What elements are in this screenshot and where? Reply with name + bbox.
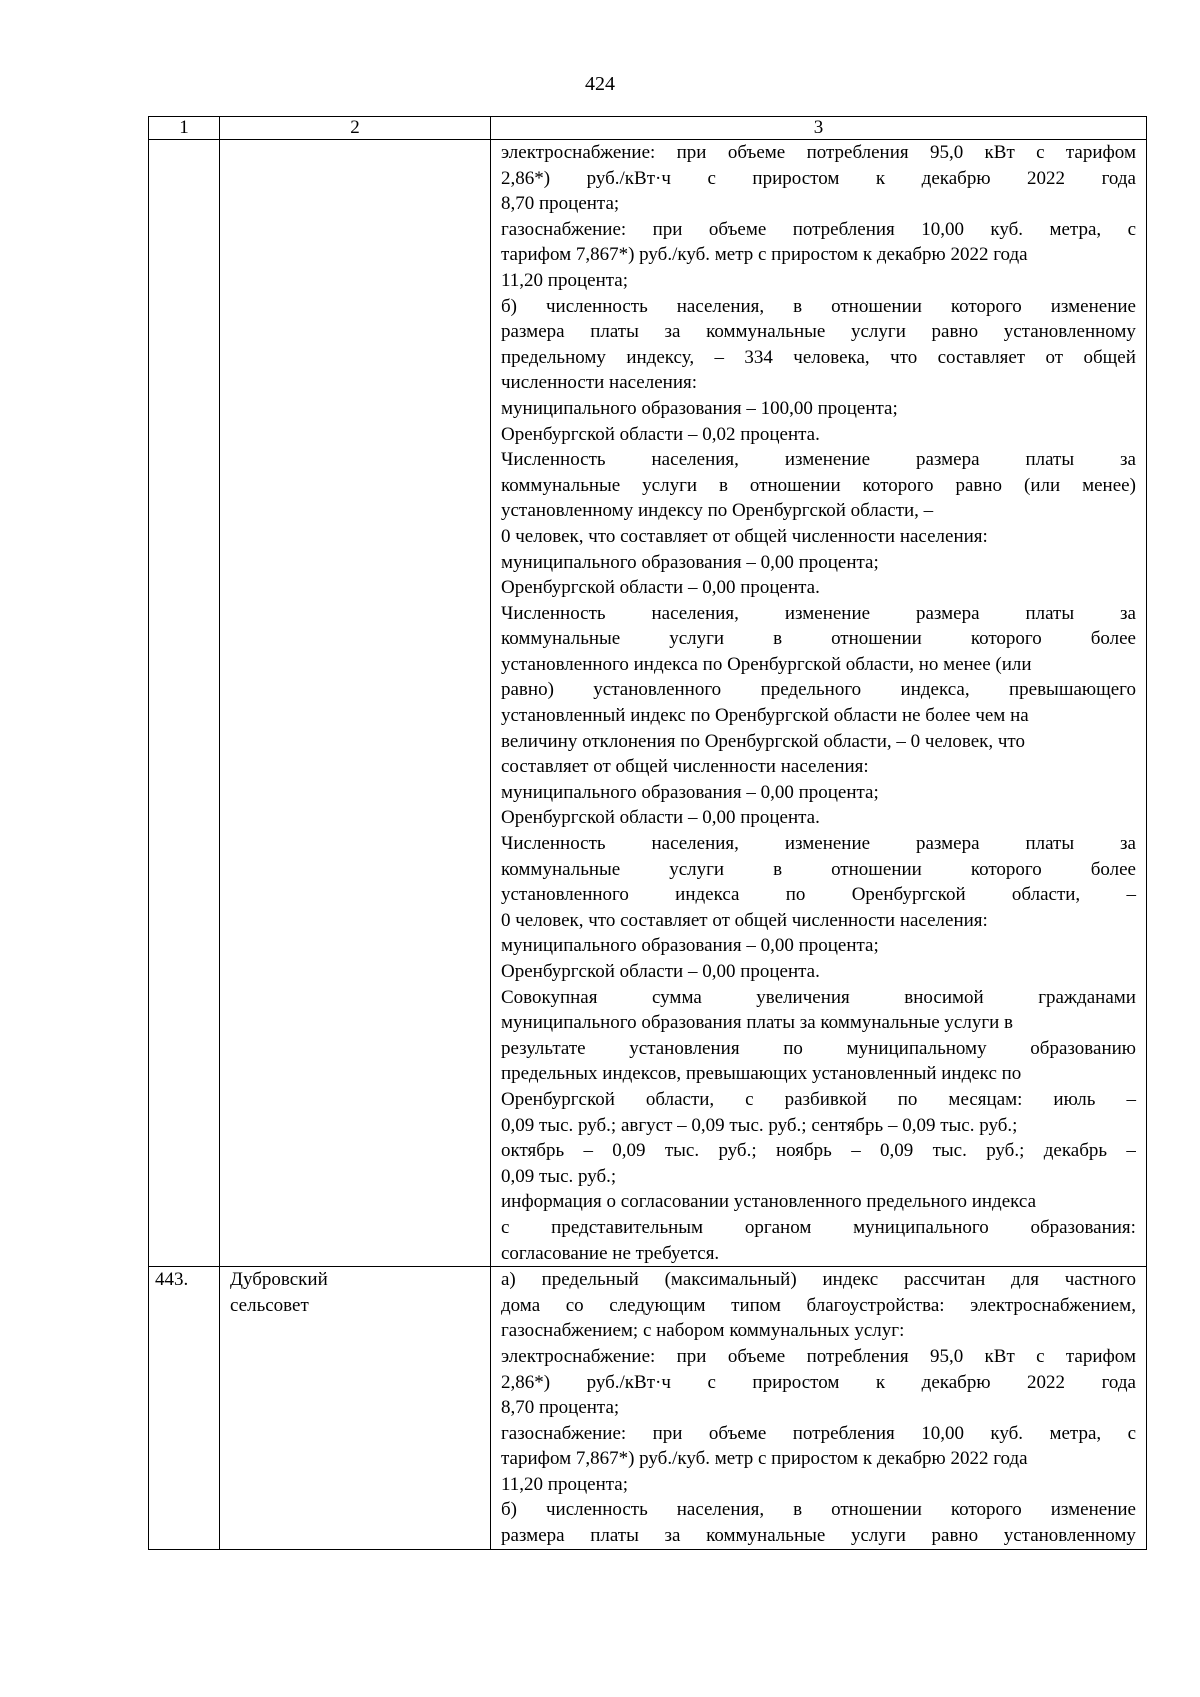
text-fragment: образования: <box>1030 1216 1136 1238</box>
text-line <box>501 1523 1136 1549</box>
text-fragment: метра, <box>1049 218 1102 240</box>
text-fragment: которого <box>950 1499 1022 1521</box>
text-fragment: за <box>664 1525 681 1547</box>
text-fragment: с <box>707 167 716 189</box>
text-fragment: 0 человек, что составляет от общей численности населения: <box>501 525 988 547</box>
text-fragment: от <box>1045 346 1064 368</box>
text-line <box>501 1138 1136 1164</box>
text-fragment: Оренбургской области – 0,02 процента. <box>501 423 820 445</box>
municipality-name-line: сельсовет <box>230 1294 309 1316</box>
text-fragment: при <box>676 1345 707 1367</box>
text-fragment: объеме <box>727 1345 786 1367</box>
text-line <box>501 550 1136 576</box>
text-fragment: кВт <box>984 1345 1015 1367</box>
text-fragment: численность <box>545 1499 648 1521</box>
text-fragment: за <box>1120 602 1136 624</box>
text-line <box>501 575 1136 601</box>
text-fragment: руб./кВт·ч <box>586 167 671 189</box>
text-fragment: образованию <box>1030 1037 1136 1059</box>
text-fragment: 8,70 процента; <box>501 1397 620 1419</box>
table-header-row <box>149 117 1147 140</box>
text-fragment: которого <box>970 858 1042 880</box>
text-fragment: рассчитан <box>903 1269 986 1291</box>
text-fragment: в <box>793 295 803 317</box>
text-fragment: 11,20 процента; <box>501 1473 628 1495</box>
text-fragment: коммунальные <box>501 628 621 650</box>
text-line <box>501 1421 1136 1447</box>
text-fragment: а) <box>501 1269 516 1291</box>
text-fragment: платы <box>590 1525 639 1547</box>
text-line <box>501 831 1136 857</box>
text-fragment: с <box>1036 142 1045 163</box>
text-fragment: с <box>1036 1345 1045 1367</box>
text-fragment: 0,09 тыс. руб.; <box>501 1165 617 1187</box>
text-fragment: услуги <box>850 321 906 343</box>
text-fragment: области, <box>645 1088 715 1110</box>
text-line <box>501 319 1136 345</box>
text-fragment: установления <box>629 1037 740 1059</box>
text-fragment: в <box>773 858 783 880</box>
text-fragment: 334 <box>744 346 773 368</box>
text-line <box>501 857 1136 883</box>
text-fragment: с <box>1127 1422 1136 1444</box>
municipality-cell <box>220 140 491 1267</box>
text-fragment: частного <box>1064 1269 1136 1291</box>
text-line <box>501 805 1136 831</box>
text-fragment: тыс. <box>664 1140 700 1162</box>
text-fragment: услуги <box>642 474 698 496</box>
text-fragment: услуги <box>669 628 725 650</box>
text-fragment: 0,09 <box>880 1140 914 1162</box>
text-fragment: благоустройства: <box>806 1294 945 1316</box>
text-fragment: Численность <box>501 602 606 624</box>
text-line <box>501 652 1136 678</box>
text-line <box>501 447 1136 473</box>
text-fragment: изменение <box>1050 295 1136 317</box>
text-fragment: индекса <box>675 884 740 906</box>
text-fragment: декабрю <box>921 1371 991 1393</box>
text-line <box>501 473 1136 499</box>
text-fragment: муниципального образования платы за коммунальные услуги в <box>501 1012 1013 1034</box>
text-fragment: приростом <box>752 167 840 189</box>
text-fragment: которого <box>950 295 1022 317</box>
text-line <box>501 1241 1136 1267</box>
text-line <box>501 754 1136 780</box>
text-fragment: тыс. <box>932 1140 967 1162</box>
text-line <box>501 1189 1136 1215</box>
text-line <box>501 1036 1136 1062</box>
text-line <box>501 959 1136 985</box>
text-fragment: населения, <box>651 602 739 624</box>
row-number-cell: 443. <box>149 1267 220 1550</box>
text-line <box>501 1087 1136 1113</box>
text-fragment: декабрь <box>1043 1140 1108 1162</box>
text-fragment: тарифом <box>1065 142 1136 163</box>
row-number-cell <box>149 140 220 1267</box>
text-fragment: Оренбургской <box>851 884 966 906</box>
text-fragment: равно <box>955 474 1003 496</box>
text-fragment: установленного <box>501 884 629 906</box>
text-fragment: октябрь <box>501 1140 565 1162</box>
text-line <box>501 729 1136 755</box>
text-fragment: за <box>1120 833 1136 855</box>
text-fragment: услуги <box>669 858 725 880</box>
text-fragment: отношении <box>831 1499 922 1521</box>
text-fragment: в <box>773 628 783 650</box>
text-fragment: для <box>1011 1269 1039 1291</box>
text-fragment: (максимальный) <box>664 1269 797 1291</box>
text-fragment: изменение <box>784 449 871 471</box>
text-fragment: отношении <box>831 628 922 650</box>
text-fragment: газоснабжением; с набором коммунальных услуг: <box>501 1320 905 1342</box>
text-fragment: платы <box>1025 449 1075 471</box>
municipality-name-line: Дубровский <box>230 1269 328 1291</box>
text-fragment: – <box>583 1140 593 1162</box>
text-fragment: Оренбургской области – 0,00 процента. <box>501 577 820 599</box>
text-fragment: при <box>652 1422 683 1444</box>
text-fragment: индекса, <box>900 679 970 701</box>
text-fragment: размера <box>915 833 980 855</box>
text-fragment: человека, <box>793 346 870 368</box>
text-fragment: ноябрь <box>775 1140 832 1162</box>
text-line <box>501 1344 1136 1370</box>
text-fragment: года <box>1101 167 1136 189</box>
text-fragment: более <box>1090 858 1136 880</box>
text-fragment: газоснабжение: <box>501 218 627 240</box>
text-fragment: по <box>783 1037 803 1059</box>
text-fragment: 0,09 <box>612 1140 646 1162</box>
text-fragment: 2022 <box>1027 1371 1066 1393</box>
text-fragment: (или <box>1024 474 1061 496</box>
text-fragment: численность <box>545 295 648 317</box>
description-cell <box>491 140 1147 1267</box>
text-fragment: б) <box>501 295 517 317</box>
text-fragment: услуги <box>850 1525 906 1547</box>
text-fragment: электроснабжение: <box>501 1345 656 1367</box>
text-fragment: с <box>501 1216 510 1238</box>
text-fragment: отношении <box>749 474 841 496</box>
text-line <box>501 1318 1136 1344</box>
text-line <box>501 985 1136 1011</box>
text-fragment: руб./кВт·ч <box>586 1371 671 1393</box>
text-fragment: – <box>1126 1088 1136 1110</box>
text-fragment: при <box>676 142 707 163</box>
text-fragment: руб.; <box>718 1140 757 1162</box>
text-line <box>501 1113 1136 1139</box>
text-fragment: приростом <box>752 1371 840 1393</box>
text-fragment: согласование не требуется. <box>501 1242 720 1264</box>
text-line <box>501 1395 1136 1421</box>
text-line <box>501 933 1136 959</box>
text-fragment: установленному <box>1003 321 1136 343</box>
text-fragment: населения, <box>651 449 739 471</box>
text-fragment: коммунальные <box>706 1525 826 1547</box>
text-fragment: месяцам: <box>948 1088 1023 1110</box>
text-fragment: 95,0 <box>929 1345 964 1367</box>
text-fragment: увеличения <box>756 986 850 1008</box>
text-fragment: равно <box>931 321 979 343</box>
text-fragment: установленному <box>1003 1525 1136 1547</box>
text-fragment: куб. <box>990 1422 1024 1444</box>
text-fragment: электроснабжение: <box>501 142 656 163</box>
text-fragment: индексу, <box>626 346 695 368</box>
text-fragment: муниципального образования – 100,00 процента; <box>501 397 898 419</box>
text-fragment: органом <box>744 1216 812 1238</box>
text-fragment: метра, <box>1049 1422 1102 1444</box>
text-fragment: объеме <box>708 218 767 240</box>
text-fragment: общей <box>1083 346 1136 368</box>
text-fragment: изменение <box>1050 1499 1136 1521</box>
text-fragment: которого <box>862 474 934 496</box>
text-fragment: информация о согласовании установленного предельного индекса <box>501 1191 1037 1213</box>
text-fragment: тарифом 7,867*) руб./куб. метр с приростом к декабрю 2022 года <box>501 244 1028 266</box>
header-col-3: 3 <box>491 117 1147 140</box>
text-fragment: установленный индекс по Оренбургской области не более чем на <box>501 705 1029 727</box>
description-cell <box>491 1267 1147 1550</box>
text-fragment: потребления <box>806 1345 909 1367</box>
text-line <box>501 268 1136 294</box>
text-fragment: с <box>745 1088 754 1110</box>
text-fragment: по <box>785 884 806 906</box>
header-col-2: 2 <box>220 117 491 140</box>
text-fragment: размера <box>915 449 980 471</box>
text-fragment: муниципального образования – 0,00 процента; <box>501 781 879 803</box>
text-fragment: тарифом 7,867*) руб./куб. метр с приростом к декабрю 2022 года <box>501 1448 1028 1470</box>
text-fragment: менее) <box>1082 474 1136 496</box>
text-fragment: размера <box>915 602 980 624</box>
text-fragment: изменение <box>784 602 871 624</box>
text-fragment: декабрю <box>921 167 991 189</box>
text-fragment: предельных индексов, превышающих установленный индекс по <box>501 1063 1022 1085</box>
text-line <box>501 1215 1136 1241</box>
text-fragment: отношении <box>831 858 922 880</box>
text-line <box>501 703 1136 729</box>
text-fragment: 2,86*) <box>501 167 551 189</box>
text-fragment: типом <box>731 1294 781 1316</box>
text-line <box>501 1472 1136 1498</box>
text-fragment: населения, <box>676 1499 765 1521</box>
text-fragment: 10,00 <box>921 1422 964 1444</box>
text-line <box>501 908 1136 934</box>
text-fragment: разбивкой <box>784 1088 867 1110</box>
text-fragment: – <box>714 346 724 368</box>
text-fragment: газоснабжение: <box>501 1422 627 1444</box>
text-fragment: потребления <box>806 142 909 163</box>
text-fragment: руб.; <box>986 1140 1025 1162</box>
text-fragment: платы <box>1025 833 1075 855</box>
text-line <box>501 294 1136 320</box>
text-fragment: области, <box>1011 884 1081 906</box>
text-fragment: сумма <box>651 986 702 1008</box>
text-fragment: 8,70 процента; <box>501 193 620 215</box>
text-fragment: коммунальные <box>501 858 621 880</box>
text-line <box>501 1267 1136 1293</box>
text-fragment: б) <box>501 1499 517 1521</box>
text-fragment: к <box>875 1371 886 1393</box>
text-line <box>501 140 1136 166</box>
text-fragment: установленного индекса по Оренбургской области, но менее (или <box>501 653 1032 675</box>
text-fragment: установленного <box>593 679 722 701</box>
text-fragment: отношении <box>831 295 922 317</box>
text-fragment: 10,00 <box>921 218 964 240</box>
text-line <box>501 1164 1136 1190</box>
table-row-443 <box>149 1267 1147 1550</box>
text-fragment: муниципального образования – 0,00 процента; <box>501 935 879 957</box>
text-fragment: равно) <box>501 679 554 701</box>
text-line <box>501 498 1136 524</box>
text-fragment: объеме <box>708 1422 767 1444</box>
text-fragment: при <box>652 218 683 240</box>
text-fragment: населения, <box>651 833 739 855</box>
text-fragment: с <box>1127 218 1136 240</box>
text-line <box>501 1010 1136 1036</box>
header-col-1: 1 <box>149 117 220 140</box>
text-fragment: 0,09 тыс. руб.; август – 0,09 тыс. руб.; сентябрь – 0,09 тыс. руб.; <box>501 1114 1018 1136</box>
text-fragment: в <box>719 474 728 496</box>
text-fragment: вносимой <box>904 986 984 1008</box>
text-fragment: электроснабжением, <box>970 1294 1136 1316</box>
text-fragment: составляет от общей численности населения: <box>501 756 869 778</box>
text-fragment: за <box>1120 449 1136 471</box>
text-line <box>501 1497 1136 1523</box>
text-fragment: кВт <box>984 142 1015 163</box>
text-line <box>501 780 1136 806</box>
text-line <box>501 422 1136 448</box>
text-fragment: муниципального <box>853 1216 989 1238</box>
text-fragment: установленному индексу по Оренбургской области, – <box>501 500 934 522</box>
text-fragment: потребления <box>792 218 895 240</box>
text-fragment: коммунальные <box>501 474 621 496</box>
municipality-cell <box>220 1267 491 1550</box>
text-fragment: коммунальные <box>706 321 826 343</box>
text-line <box>501 1061 1136 1087</box>
text-fragment: июль <box>1053 1088 1096 1110</box>
text-line <box>501 1370 1136 1396</box>
text-fragment: более <box>1090 628 1136 650</box>
text-fragment: 0 человек, что составляет от общей численности населения: <box>501 909 988 931</box>
text-line <box>501 396 1136 422</box>
text-fragment: предельному <box>501 346 606 368</box>
table-row-continued <box>149 140 1147 1267</box>
text-fragment: Оренбургской области – 0,00 процента. <box>501 961 820 982</box>
text-line <box>501 601 1136 627</box>
text-fragment: индекс <box>822 1269 879 1291</box>
text-fragment: потребления <box>792 1422 895 1444</box>
text-fragment: размера <box>501 321 565 343</box>
text-fragment: изменение <box>784 833 871 855</box>
text-fragment: представительным <box>551 1216 704 1238</box>
text-fragment: что <box>890 346 918 368</box>
text-line <box>501 524 1136 550</box>
text-fragment: численности населения: <box>501 372 698 394</box>
text-fragment: за <box>664 321 681 343</box>
text-fragment: Численность <box>501 449 606 471</box>
text-line <box>501 191 1136 217</box>
text-fragment: муниципальному <box>846 1037 987 1059</box>
text-fragment: – <box>851 1140 861 1162</box>
text-fragment: 2,86*) <box>501 1371 551 1393</box>
text-fragment: результате <box>501 1037 586 1059</box>
text-fragment: платы <box>1025 602 1075 624</box>
text-fragment: составляет <box>937 346 1026 368</box>
text-fragment: Оренбургской области – 0,00 процента. <box>501 807 820 829</box>
text-fragment: следующим <box>609 1294 706 1316</box>
text-line <box>501 626 1136 652</box>
text-fragment: Численность <box>501 833 606 855</box>
text-fragment: Оренбургской <box>501 1088 615 1110</box>
text-fragment: 95,0 <box>929 142 964 163</box>
text-fragment: Совокупная <box>501 986 598 1008</box>
text-fragment: – <box>1126 1140 1136 1162</box>
text-line <box>501 242 1136 268</box>
text-line <box>501 882 1136 908</box>
text-fragment: дома <box>501 1294 541 1316</box>
text-fragment: гражданами <box>1038 986 1136 1008</box>
text-fragment: превышающего <box>1008 679 1136 701</box>
text-fragment: равно <box>931 1525 979 1547</box>
text-fragment: к <box>875 167 886 189</box>
text-fragment: платы <box>590 321 639 343</box>
text-fragment: которого <box>970 628 1042 650</box>
text-fragment: куб. <box>990 218 1024 240</box>
text-fragment: муниципального образования – 0,00 процента; <box>501 551 879 573</box>
text-fragment: населения, <box>676 295 765 317</box>
document-table <box>148 116 1147 1550</box>
text-line <box>501 677 1136 703</box>
text-fragment: 2022 <box>1027 167 1066 189</box>
text-fragment: объеме <box>727 142 786 163</box>
text-fragment: с <box>707 1371 716 1393</box>
page-number: 424 <box>585 73 615 95</box>
text-fragment: размера <box>501 1525 565 1547</box>
text-fragment: предельный <box>541 1269 639 1291</box>
text-line <box>501 1293 1136 1319</box>
text-fragment: тарифом <box>1065 1345 1136 1367</box>
text-fragment: со <box>565 1294 584 1316</box>
text-line <box>501 217 1136 243</box>
text-fragment: 11,20 процента; <box>501 269 628 291</box>
text-fragment: предельного <box>760 679 862 701</box>
text-fragment: по <box>897 1088 918 1110</box>
text-line <box>501 345 1136 371</box>
text-line <box>501 1446 1136 1472</box>
text-fragment: года <box>1101 1371 1136 1393</box>
text-fragment: в <box>793 1499 803 1521</box>
text-fragment: – <box>1126 884 1136 906</box>
text-fragment: величину отклонения по Оренбургской области, – 0 человек, что <box>501 730 1025 752</box>
text-line <box>501 166 1136 192</box>
text-line <box>501 370 1136 396</box>
